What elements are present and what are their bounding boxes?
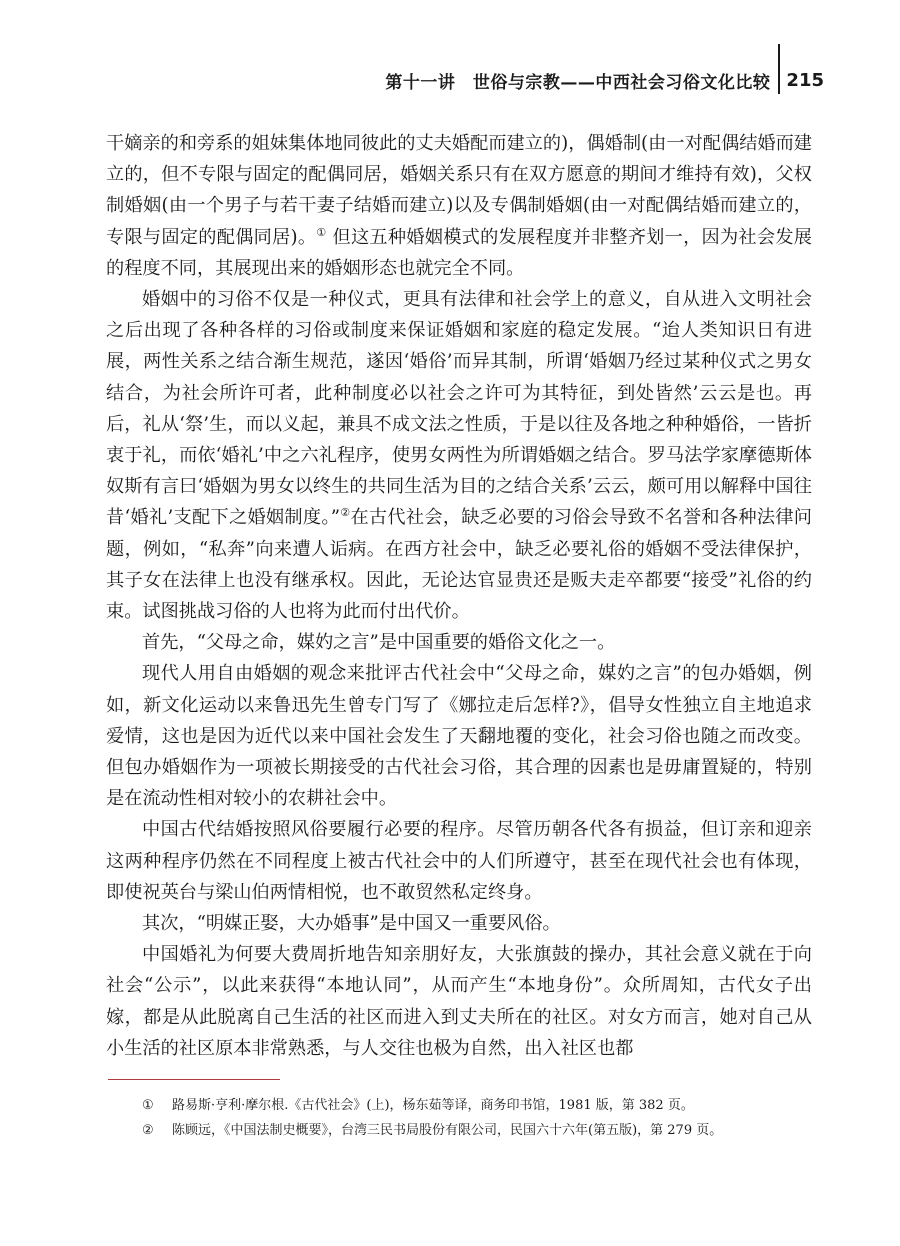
paragraph bbox=[106, 814, 812, 908]
paragraph-text: 首先，“父母之命，媒妁之言”是中国重要的婚俗文化之一。 bbox=[142, 632, 616, 654]
paragraph bbox=[106, 939, 812, 1064]
paragraph-text: 在古代社会，缺乏必要的习俗会导致不名誉和各种法律问题，例如，“私奔”向来遭人诟病。在西方社会中，缺乏必要礼俗的婚姻不受法律保护，其子女在法律上也没有继承权。因此，无论达官显贵还是贩夫走卒都要“接受”礼俗的约束。试图挑战习俗的人也将为此而付出代价。 bbox=[106, 507, 812, 623]
paragraph-text: 但这五种婚姻模式的发展程度并非整齐划一，因为社会发展的程度不同，其展现出来的婚姻形态也就完全不同。 bbox=[106, 226, 812, 279]
footnote-reference: ② bbox=[340, 506, 351, 520]
footnote-text: 陈顾远，《中国法制史概要》，台湾三民书局股份有限公司，民国六十六年(第五版)，第 279 页。 bbox=[172, 1123, 723, 1138]
paragraph-text: 婚姻中的习俗不仅是一种仪式，更具有法律和社会学上的意义，自从进入文明社会之后出现了各种各样的习俗或制度来保证婚姻和家庭的稳定发展。“迨人类知识日有进展，两性关系之结合渐生规范，遂因‘婚俗’而异其制，所谓‘婚姻乃经过某种仪式之男女结合，为社会所许可者，此种制度必以社会之许可为其特征，到处皆然’云云是也。再后，礼从‘祭’生，而以义起，兼具不成文法之性质，于是以往及各地之种种婚俗，一皆折衷于礼，而依‘婚礼’中之六礼程序，使男女两性为所谓婚姻之结合。罗马法学家摩德斯体奴斯有言曰‘婚姻为男女以终生的共同生活为目的之结合关系’云云，颇可用以解释中国往昔‘婚礼’支配下之婚姻制度。” bbox=[106, 289, 812, 529]
footnote-mark: ① bbox=[142, 1098, 154, 1113]
running-header bbox=[385, 66, 824, 94]
footnote-mark: ② bbox=[142, 1123, 154, 1138]
page-number: 215 bbox=[786, 69, 824, 91]
paragraph-text: 其次，“明媒正娶，大办婚事”是中国又一重要风俗。 bbox=[142, 913, 561, 935]
footnote-text: 路易斯·亨利·摩尔根.《古代社会》(上)，杨东茹等译，商务印书馆，1981 版，第 382 页。 bbox=[172, 1098, 694, 1113]
paragraph bbox=[106, 908, 812, 939]
paragraph bbox=[106, 128, 812, 284]
footnote-reference: ① bbox=[316, 225, 327, 239]
paragraph-text: 中国婚礼为何要大费周折地告知亲朋好友，大张旗鼓的操办，其社会意义就在于向社会“公示”，以此来获得“本地认同”，从而产生“本地身份”。众所周知，古代女子出嫁，都是从此脱离自己生活的社区而进入到丈夫所在的社区。对女方而言，她对自己从小生活的社区原本非常熟悉，与人交往也极为自然，出入社区也都 bbox=[106, 944, 812, 1059]
footnotes bbox=[142, 1093, 842, 1143]
paragraph-text: 干嫡亲的和旁系的姐妹集体地同彼此的丈夫婚配而建立的)，偶婚制(由一对配偶结婚而建立的，但不专限与固定的配偶同居，婚姻关系只有在双方愿意的期间才维持有效)，父权制婚姻(由一个男子与若干妻子结婚而建立)以及专偶制婚姻(由一对配偶结婚而建立的，专限与固定的配偶同居)。 bbox=[106, 133, 812, 248]
paragraph bbox=[106, 658, 812, 814]
paragraph-text: 现代人用自由婚姻的观念来批评古代社会中“父母之命，媒妁之言”的包办婚姻，例如，新文化运动以来鲁迅先生曾专门写了《娜拉走后怎样?》，倡导女性独立自主地追求爱情，这也是因为近代以来中国社会发生了天翻地覆的变化，社会习俗也随之而改变。但包办婚姻作为一项被长期接受的古代社会习俗，其合理的因素也是毋庸置疑的，特别是在流动性相对较小的农耕社会中。 bbox=[106, 663, 812, 810]
running-title: 第十一讲 世俗与宗教——中西社会习俗文化比较 bbox=[385, 72, 771, 93]
footnote bbox=[142, 1093, 842, 1118]
paragraph bbox=[106, 627, 812, 658]
footnote-rule bbox=[108, 1079, 280, 1080]
paragraph bbox=[106, 284, 812, 627]
footnote bbox=[142, 1118, 842, 1143]
body-text bbox=[106, 128, 812, 1064]
paragraph-text: 中国古代结婚按照风俗要履行必要的程序。尽管历朝各代各有损益，但订亲和迎亲这两种程序仍然在不同程度上被古代社会中的人们所遵守，甚至在现代社会也有体现，即使祝英台与梁山伯两情相悦，也不敢贸然私定终身。 bbox=[106, 819, 812, 903]
